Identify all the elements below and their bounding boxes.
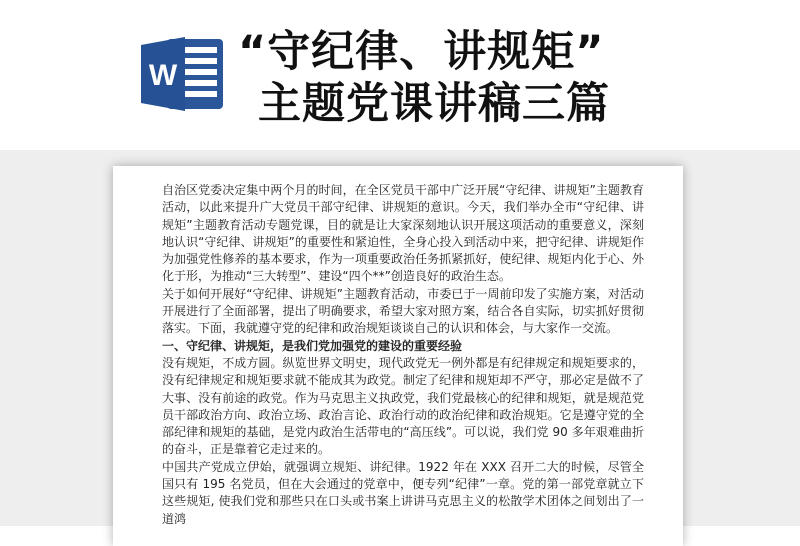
paragraph-rules: 没有规矩，不成方圆。纵览世界文明史，现代政党无一例外都是有纪律规定和规矩要求的，没有纪律规定和规矩要求就不能成其为政党。制定了纪律和规矩却不严守，那必定是做不了大事、没有前途的政党。作为马克思主义执政党，我们党最核心的纪律和规矩，就是规范党员干部政治方向、政治立场、政治言论、政治行动的政治纪律和政治规矩。它是遵守党的全部纪律和规矩的基础，是党内政治生活带电的“高压线”。可以说，我们党 90 多年艰难曲折的奋斗，正是靠着它走过来的。 bbox=[162, 355, 644, 457]
word-document-icon bbox=[137, 33, 227, 115]
page-title bbox=[238, 26, 708, 130]
section-heading-1: 一、守纪律、讲规矩，是我们党加强党的建设的重要经验 bbox=[162, 338, 463, 353]
document-body bbox=[162, 182, 644, 528]
title-line-2: 主题党课讲稿三篇 bbox=[258, 79, 610, 129]
title-line-1: “守纪律、讲规矩” bbox=[238, 27, 605, 77]
paragraph-history: 中国共产党成立伊始，就强调立规矩、讲纪律。1922 年在 XXX 召开二大的时候，尽管全国只有 195 名党员，但在大会通过的党章中，便专列“纪律”一章。党的第一部党章就立下这些规矩, 使我们党和那些只在口头或书案上讲讲马克思主义的松散学术团体之间划出了一道鸿 bbox=[162, 459, 644, 526]
word-letter: W bbox=[148, 59, 178, 92]
paragraph-plan: 关于如何开展好“守纪律、讲规矩”主题教育活动，市委已于一周前印发了实施方案，对活动开展进行了全面部署，提出了明确要求，希望大家对照方案，结合各自实际，切实抓好贯彻落实。下面，我就遵守党的纪律和政治规矩谈谈自己的认识和体会，与大家作一交流。 bbox=[162, 286, 644, 336]
paragraph-intro: 自治区党委决定集中两个月的时间，在全区党员干部中广泛开展“守纪律、讲规矩”主题教育活动，以此来提升广大党员干部守纪律、讲规矩的意识。今天，我们举办全市“守纪律、讲规矩”主题教育活动专题党课，目的就是让大家深刻地认识开展这项活动的重要意义，深刻地认识“守纪律、讲规矩”的重要性和紧迫性，全身心投入到活动中来，把守纪律、讲规矩作为加强党性修养的基本要求，作为一项重要政治任务抓紧抓好，使纪律、规矩内化于心、外化于形，为推动“三大转型”、建设“四个**”创造良好的政治生态。 bbox=[162, 183, 644, 284]
header-banner bbox=[0, 0, 800, 150]
